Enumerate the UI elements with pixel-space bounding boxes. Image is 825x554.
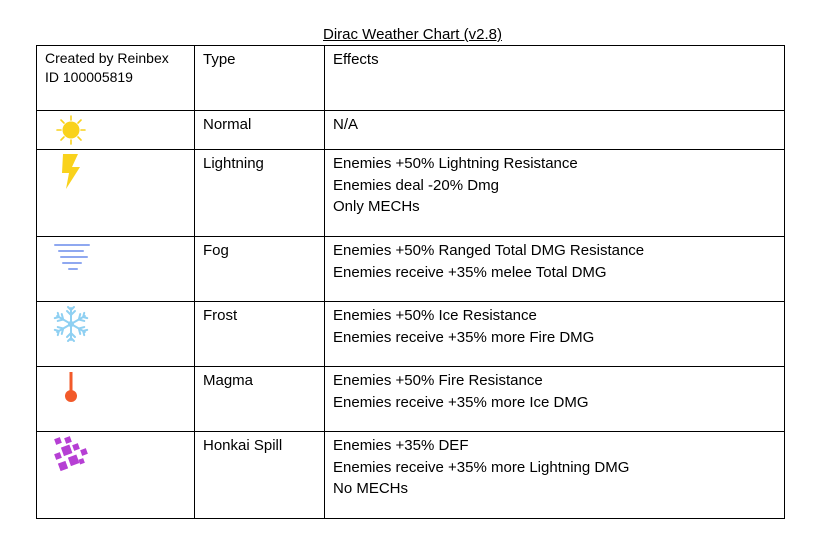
effect-line: Enemies +35% DEF	[333, 437, 469, 454]
effects-cell	[325, 302, 785, 367]
icon-cell	[37, 432, 195, 519]
honkai-spill-icon	[51, 435, 91, 473]
type-header: Type	[195, 46, 325, 111]
lightning-bolt-icon	[51, 153, 91, 193]
effect-line: Enemies receive +35% more Lightning DMG	[333, 458, 630, 476]
effect-line: Only MECHs	[333, 198, 420, 215]
table-row	[37, 367, 785, 432]
type-cell: Magma	[195, 367, 325, 432]
table-row	[37, 432, 785, 519]
credit-author: Created by Reinbex	[45, 50, 169, 66]
effects-header: Effects	[325, 46, 785, 111]
table-row	[37, 111, 785, 150]
type-cell: Normal	[195, 111, 325, 150]
type-cell: Honkai Spill	[195, 432, 325, 519]
effect-line: Enemies receive +35% more Ice DMG	[333, 393, 589, 411]
effects-cell	[325, 150, 785, 237]
snowflake-icon	[51, 305, 91, 343]
type-cell: Lightning	[195, 150, 325, 237]
icon-cell	[37, 111, 195, 150]
weather-chart-table	[36, 45, 785, 519]
type-cell: Frost	[195, 302, 325, 367]
icon-cell	[37, 150, 195, 237]
sun-icon	[51, 114, 91, 146]
effects-cell	[325, 111, 785, 150]
effects-cell	[325, 237, 785, 302]
type-cell: Fog	[195, 237, 325, 302]
page-title: Dirac Weather Chart (v2.8)	[323, 26, 502, 43]
effect-line: No MECHs	[333, 480, 409, 497]
effect-line: Enemies receive +35% melee Total DMG	[333, 263, 607, 281]
credit-id: ID 100005819	[45, 69, 133, 85]
effect-line: Enemies +50% Ice Resistance	[333, 307, 537, 324]
fog-icon	[51, 240, 91, 276]
table-row	[37, 302, 785, 367]
effect-line: Enemies +50% Ranged Total DMG Resistance	[333, 242, 645, 259]
table-row	[37, 150, 785, 237]
effects-cell	[325, 432, 785, 519]
icon-cell	[37, 237, 195, 302]
effect-line: Enemies receive +35% more Fire DMG	[333, 328, 595, 346]
icon-cell	[37, 367, 195, 432]
header-row	[37, 46, 785, 111]
effect-line: Enemies +50% Lightning Resistance	[333, 155, 578, 172]
credit-cell	[37, 46, 195, 111]
effect-line: Enemies +50% Fire Resistance	[333, 372, 543, 389]
effect-line: N/A	[333, 116, 359, 133]
effect-line: Enemies deal -20% Dmg	[333, 176, 499, 194]
effects-cell	[325, 367, 785, 432]
icon-cell	[37, 302, 195, 367]
table-row	[37, 237, 785, 302]
thermometer-icon	[51, 370, 91, 404]
